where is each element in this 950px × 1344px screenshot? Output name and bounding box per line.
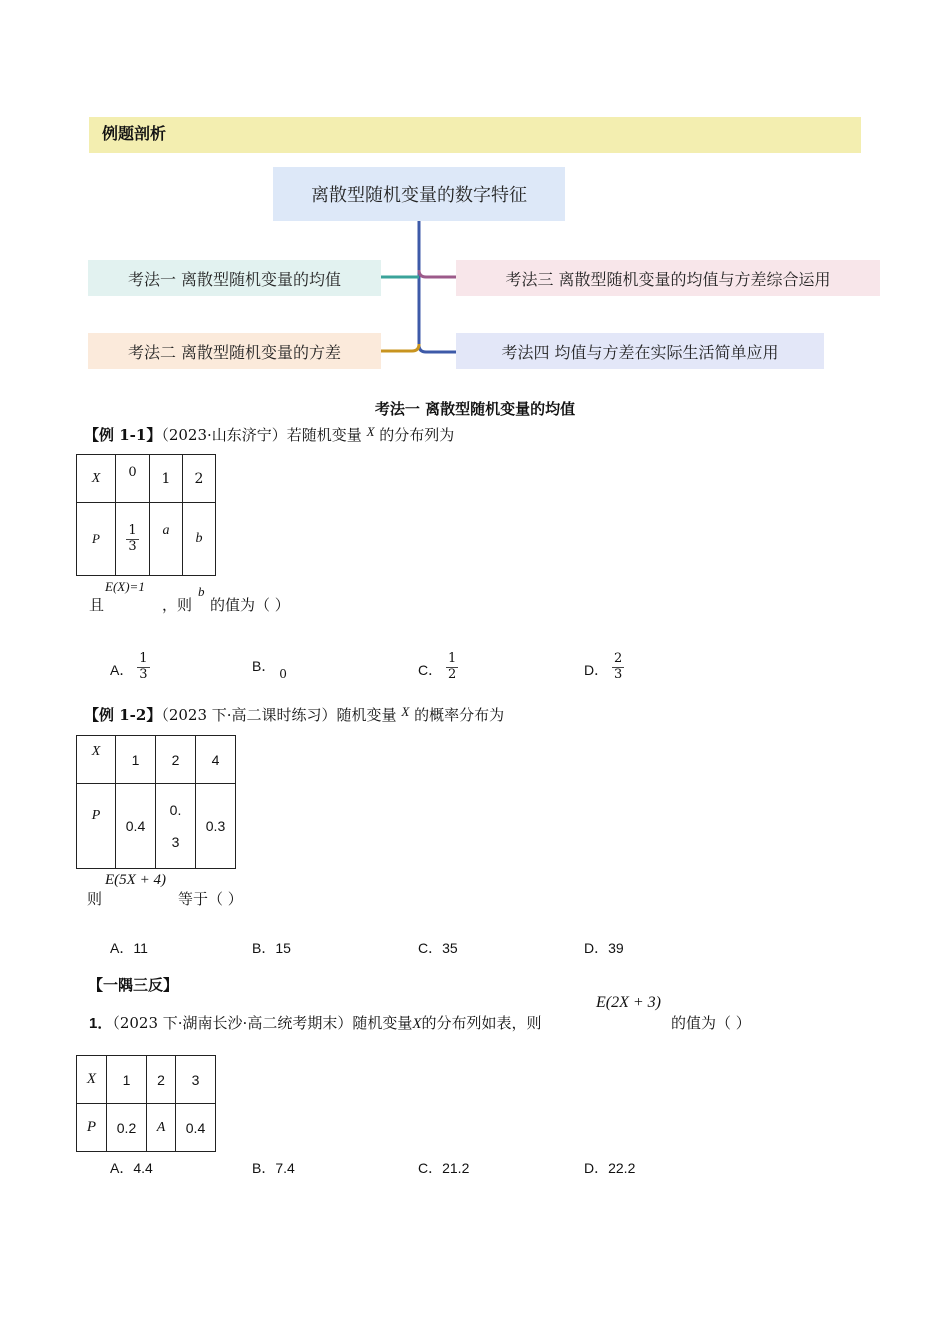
ex2-table-x2: 4 [196,736,236,784]
ex1-condition-mid: ，则 [162,596,193,614]
practice-title: 【一隅三反】 [88,976,179,994]
p1-distribution-table [76,1055,216,1152]
p1-option-b[interactable]: B．7.4 [252,1160,295,1176]
p1-source: （2023 下·湖南长沙·高二统考期末）随机变量 [112,1014,413,1032]
ex1-var: X [366,424,375,439]
ex1-table-p0 [116,503,150,576]
ex2-table-p1-line2: 3 [171,834,180,850]
ex1-table-p1: a [150,503,183,576]
ex2-table-p2: 0.3 [196,784,236,869]
mindmap-node-method2: 考法二 离散型随机变量的方差 [88,333,381,369]
p1-table-p0: 0.2 [107,1104,147,1152]
ex1-table-p2: b [183,503,216,576]
ex2-table-x1: 2 [156,736,196,784]
ex2-table-x0: 1 [116,736,156,784]
p1-table-x0: 1 [107,1056,147,1104]
ex1-option-b[interactable] [252,656,287,681]
ex2-var: X [401,704,410,719]
ex2-tag: 【例 1-2】 [84,706,162,724]
p1-mid: 的分布列如表，则 [421,1014,542,1032]
ex1-table-x1: 1 [150,455,183,503]
ex1-table-x-header: X [77,455,116,503]
p1-expression: E(2X + 3) [596,994,661,1011]
p1-option-c[interactable]: C．21.2 [418,1160,470,1176]
ex1-option-d-num: 2 [614,651,623,666]
p1-table-p1: A [147,1104,176,1152]
p1-option-a[interactable]: A．4.4 [110,1160,153,1176]
ex1-option-a-label: A． [110,662,134,679]
ex1-tag: 【例 1-1】 [84,426,162,444]
ex2-table-p1 [156,784,196,869]
p1-question-line [89,1012,542,1033]
ex1-option-c-fraction [446,652,458,683]
ex2-option-d[interactable]: D．39 [584,940,624,956]
ex1-target-var: b [198,584,205,599]
ex1-option-a-den: 3 [139,666,148,682]
ex2-option-c[interactable]: C．35 [418,940,458,956]
p1-table-p2: 0.4 [176,1104,216,1152]
ex1-table-p0-den: 3 [128,538,137,554]
ex2-distribution-table [76,735,236,869]
ex2-tail: 的概率分布为 [414,706,505,724]
ex1-table-p0-fraction [126,524,138,555]
ex1-option-a[interactable] [110,651,150,687]
ex1-option-d-den: 3 [614,666,623,682]
ex1-option-b-value: 0 [279,667,287,681]
p1-table-x1: 2 [147,1056,176,1104]
ex1-option-a-num: 1 [139,651,148,666]
ex1-option-d[interactable] [584,651,624,687]
ex1-table-p-header: P [77,503,116,576]
ex2-source: （2023 下·高二课时练习）随机变量 [161,706,397,724]
ex1-option-a-fraction [137,652,149,683]
section-header: 例题剖析 [89,117,861,153]
mindmap-branch-3 [419,270,456,277]
ex1-table-x2: 2 [183,455,216,503]
p1-number: 1． [89,1015,113,1032]
ex1-option-b-label: B． [252,658,276,674]
method1-title: 考法一 离散型随机变量的均值 [374,400,576,418]
ex2-table-p1-line1: 0. [169,802,182,818]
ex2-table-x-header: X [77,736,116,784]
ex1-option-d-fraction [612,652,624,683]
mindmap-node-method3: 考法三 离散型随机变量的均值与方差综合运用 [456,260,880,296]
ex1-tail: 的分布列为 [379,426,455,444]
ex1-option-c-num: 1 [448,651,457,666]
p1-table-p-header: P [77,1104,107,1152]
ex1-condition-expr: E(X)=1 [105,579,145,594]
p1-question-tail: 的值为（ ） [671,1014,751,1032]
ex2-question-prefix: 则 [87,890,103,908]
p1-table-x-header: X [77,1056,107,1104]
mindmap-branch-2 [381,344,419,351]
ex1-condition-prefix: 且 [89,596,105,614]
ex1-table-p0-num: 1 [128,522,137,538]
ex2-option-a[interactable]: A．11 [110,940,148,956]
mindmap-trunk [419,221,456,352]
ex2-question-tail: 等于（ ） [178,890,243,908]
p1-var: X [412,1016,422,1032]
p1-option-d[interactable]: D．22.2 [584,1160,636,1176]
mindmap-center-node: 离散型随机变量的数字特征 [273,167,565,221]
mindmap-node-method1: 考法一 离散型随机变量的均值 [88,260,381,296]
ex1-question-line [84,424,454,445]
ex1-option-c-label: C． [418,662,443,679]
ex2-expression: E(5X + 4) [105,872,166,888]
ex2-option-b[interactable]: B．15 [252,940,291,956]
ex1-question-tail: 的值为（ ） [210,596,290,614]
ex2-table-p0: 0.4 [116,784,156,869]
ex1-table-x0: 0 [116,455,150,503]
ex1-option-c[interactable] [418,651,458,687]
p1-table-x2: 3 [176,1056,216,1104]
mindmap-node-method4: 考法四 均值与方差在实际生活简单应用 [456,333,824,369]
ex1-distribution-table [76,454,216,576]
ex2-question-line [84,704,504,725]
ex1-option-c-den: 2 [448,666,457,682]
ex2-table-p-header: P [77,784,116,869]
ex1-option-d-label: D． [584,662,609,679]
ex1-source: （2023·山东济宁）若随机变量 [161,426,362,444]
